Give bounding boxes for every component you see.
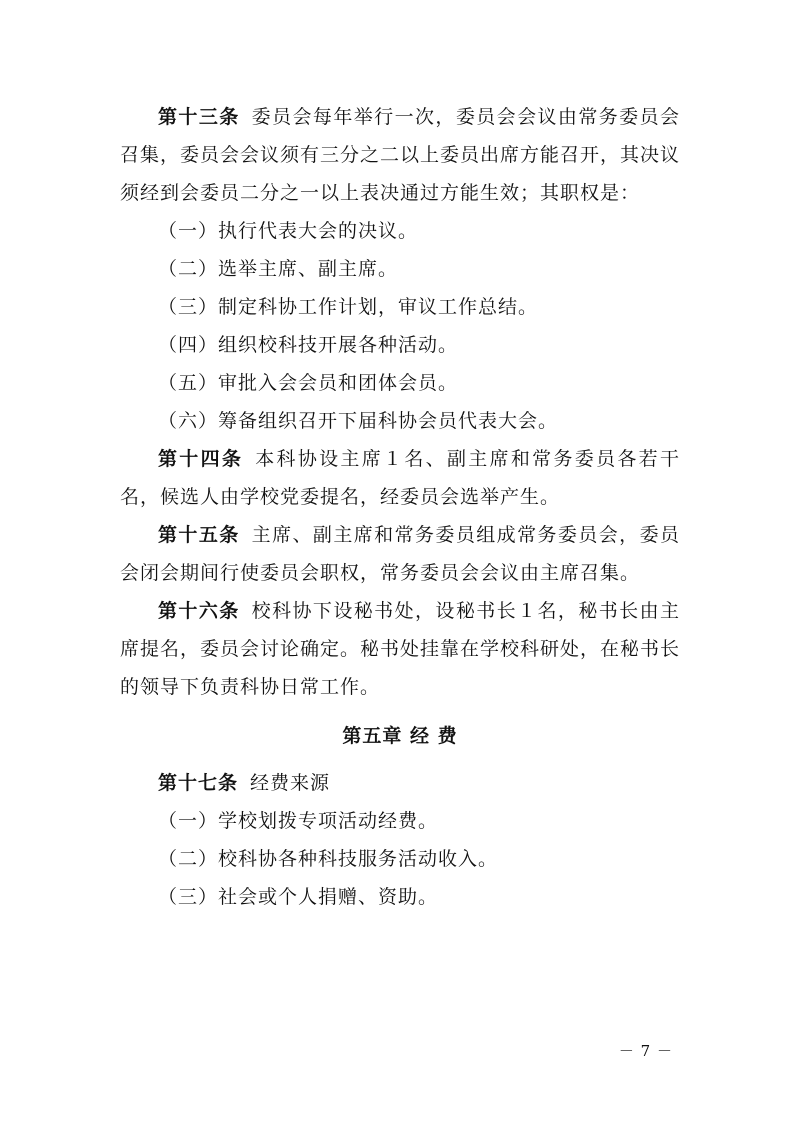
article-14-label: 第十四条 [158,448,244,470]
article-13-item-5: （五）审批入会会员和团体会员。 [158,372,459,394]
article-17-item-1: （一）学校划拨专项活动经费。 [158,810,439,832]
article-14-text: 本科协设主席１名、副主席和常务委员各若干名，候选人由学校党委提名，经委员会选举产生。 [120,448,680,508]
article-17-item-2: （二）校科协各种科技服务活动收入。 [158,848,499,870]
article-17-text: 经费来源 [250,772,331,794]
article-15-text: 主席、副主席和常务委员组成常务委员会，委员会闭会期间行使委员会职权，常务委员会会议由主席召集。 [120,524,680,584]
article-17-item-3: （三）社会或个人捐赠、资助。 [158,886,439,908]
chapter-5-heading: 第五章 经 费 [342,725,458,747]
article-15 [120,516,680,592]
article-13 [120,98,680,212]
article-15-label: 第十五条 [158,524,240,546]
article-13-text: 委员会每年举行一次，委员会会议由常务委员会召集，委员会会议须有三分之二以上委员出席方能召开，其决议须经到会委员二分之一以上表决通过方能生效；其职权是： [120,106,681,204]
article-14 [120,440,680,516]
page-number: － 7 － [618,1042,673,1060]
article-17-label: 第十七条 [158,772,239,794]
article-13-item-4: （四）组织校科技开展各种活动。 [158,334,459,356]
article-13-item-6: （六）筹备组织召开下届科协会员代表大会。 [158,410,559,432]
article-16 [120,592,680,706]
article-13-item-1: （一）执行代表大会的决议。 [158,220,419,242]
article-16-text: 校科协下设秘书处，设秘书长１名，秘书长由主席提名，委员会讨论确定。秘书处挂靠在学校科研处，在秘书长的领导下负责科协日常工作。 [120,600,681,698]
article-13-item-3: （三）制定科协工作计划，审议工作总结。 [158,296,539,318]
article-13-item-2: （二）选举主席、副主席。 [158,258,399,280]
article-16-label: 第十六条 [158,600,240,622]
article-17 [120,764,680,802]
article-13-label: 第十三条 [158,106,240,128]
document-body [120,98,680,916]
